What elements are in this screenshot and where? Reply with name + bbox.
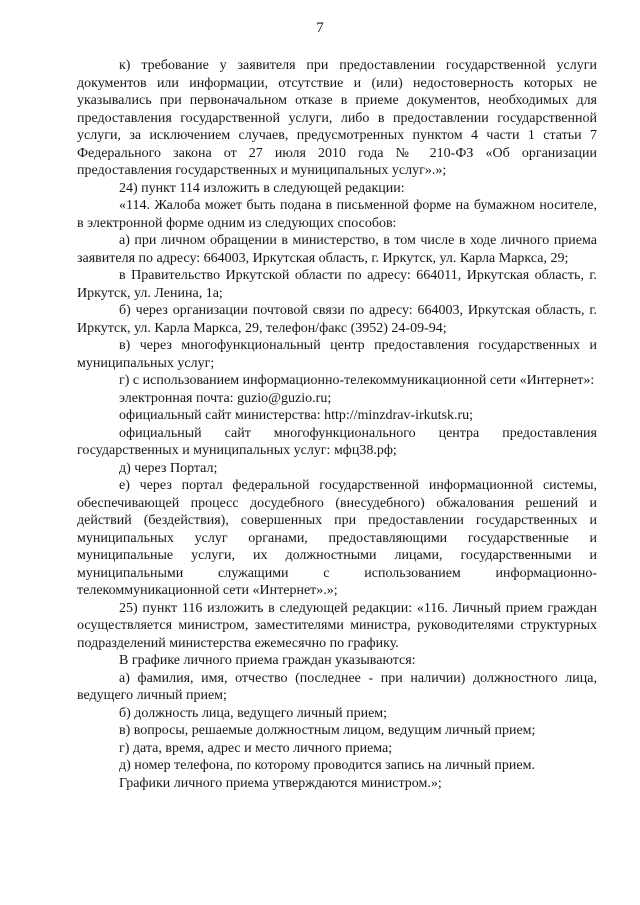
paragraph-ministry-site: официальный сайт министерства: http://minzdrav-irkutsk.ru; [119,408,474,423]
document-body [77,57,597,792]
paragraph-k: к) требование у заявителя при предоставлении государственной услуги документов или информации, отсутствие и (или) недостоверность которых не указывались при первоначальном отказе в приеме документов, необходимых для предоставления государственной услуги, либо в предоставлении государственной услуги, за исключением случаев, предусмотренных пунктом 4 части 1 статьи 7 Федерального закона от 27 июля 2010 года № 210-ФЗ «Об организации предоставления государственных и муниципальных услуг».»; [77,58,597,178]
paragraph-schedule-g: г) дата, время, адрес и место личного приема; [119,740,393,756]
paragraph-e-federal-portal: е) через портал федеральной государственной информационной системы, обеспечивающей процесс досудебного (внесудебного) обжалования решений и действий (бездействия), совершенных при предоставлении государственных и муниципальных услуг органами, предоставляющими государственные и муниципальные услуги, их должностными лицами, государственными и муниципальными служащими с использованием информационно-телекоммуникационной сети «Интернет».»; [77,478,597,598]
paragraph-mfc-site: официальный сайт многофункционального центра предоставления государственных и муниципальных услуг: мфц38.рф; [77,425,597,458]
paragraph-email: электронная почта: guzio@guzio.ru; [119,390,332,406]
paragraph-schedule-intro: В графике личного приема граждан указываются: [119,653,416,668]
paragraph-d-portal: д) через Портал; [119,460,218,476]
paragraph-schedule-approval: Графики личного приема утверждаются министром.»; [119,775,442,791]
paragraph-schedule-b: б) должность лица, ведущего личный прием; [119,705,388,721]
paragraph-g-internet: г) с использованием информационно-телекоммуникационной сети «Интернет»: [119,373,595,388]
paragraph-government: в Правительство Иркутской области по адресу: 664011, Иркутская область, г. Иркутск, ул. Ленина, 1а; [77,268,597,301]
page-number: 7 [316,20,324,36]
paragraph-a-personal: а) при личном обращении в министерство, в том числе в ходе личного приема заявителя по адресу: 664003, Иркутская область, г. Иркутск, ул. Карла Маркса, 29; [77,233,597,266]
paragraph-b-post: б) через организации почтовой связи по адресу: 664003, Иркутская область, г. Иркутск, ул. Карла Маркса, 29, телефон/факс (3952) 24-09-94; [77,303,597,336]
paragraph-114: «114. Жалоба может быть подана в письменной форме на бумажном носителе, в электронной форме одним из следующих способов: [77,198,597,231]
paragraph-schedule-v: в) вопросы, решаемые должностным лицом, ведущим личный прием; [119,723,536,738]
paragraph-item-25: 25) пункт 116 изложить в следующей редакции: «116. Личный прием граждан осуществляется министром, заместителями министра, руководителями структурных подразделений министерства ежемесячно по графику. [77,600,597,651]
paragraph-item-24: 24) пункт 114 изложить в следующей редакции: [119,180,405,196]
paragraph-schedule-d: д) номер телефона, по которому проводится запись на личный прием. [119,758,535,773]
paragraph-schedule-a: а) фамилия, имя, отчество (последнее - при наличии) должностного лица, ведущего личный прием; [77,670,597,703]
paragraph-v-mfc: в) через многофункциональный центр предоставления государственных и муниципальных услуг; [77,338,597,371]
